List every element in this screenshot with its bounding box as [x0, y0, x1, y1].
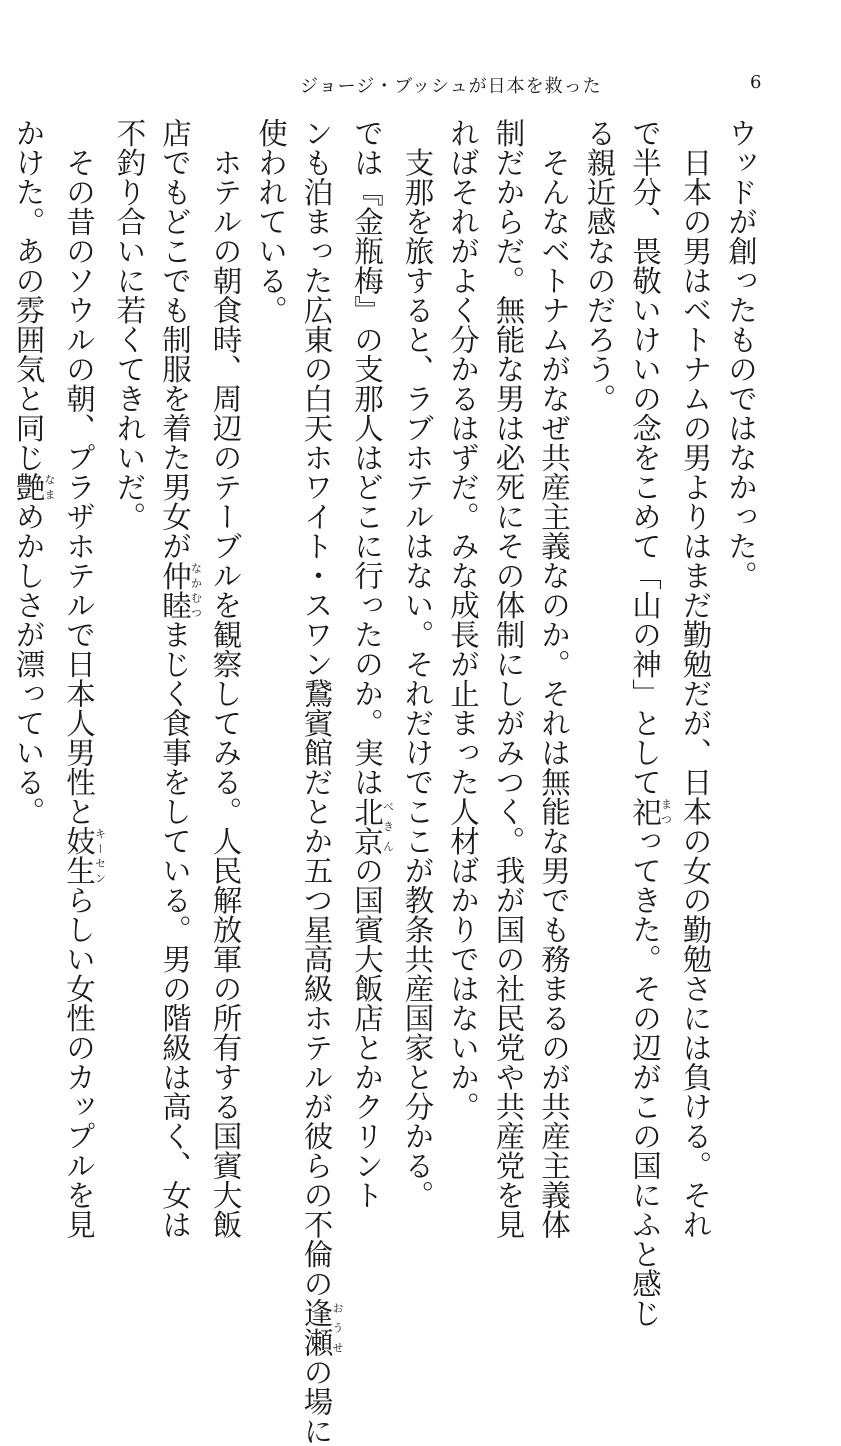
text-line: ウッドが創ったものではなかった。 [724, 118, 758, 590]
furigana: 祀まつ [628, 796, 673, 826]
text-line: ンも泊まった広東の白天ホワイト・スワン鵞賓館だとか五つ星高級ホテルが彼らの不倫の逢瀬おうせの場に [299, 118, 344, 1446]
text-line: 支那を旅すると、ラブホテルはない。それだけでここが教条共産国家と分かる。 [400, 118, 435, 1210]
page-number: 6 [750, 72, 762, 93]
text-line: る親近感なのだろう。 [582, 118, 617, 413]
text-line: で半分、畏敬いけいの念をこめて「山の神」として祀まつってきた。その辺がこの国にふと感じ [628, 118, 673, 1328]
text-line: 日本の男はベトナムの男よりはまだ勤勉だが、日本の女の勤勉さには負ける。それ [678, 118, 713, 1239]
text-line: ホテルの朝食時、周辺のテーブルを観察してみる。人民解放軍の所有する国賓大飯 [208, 118, 243, 1239]
furigana: 北京べきん [350, 796, 395, 856]
text-line: 制だからだ。無能な男は必死にその体制にしがみつく。我が国の社民党や共産党を見 [491, 118, 526, 1239]
text-line: 使われている。 [254, 118, 288, 325]
body-text [5, 118, 763, 1446]
text-line: そんなベトナムがなぜ共産主義なのか。それは無能な男でも務まるのが共産主義体 [537, 118, 571, 1239]
text-line: 店でもどこでも制服を着た男女が仲睦なかむつまじく食事をしている。男の階級は高く、女は [158, 118, 203, 1239]
furigana: 妓生キーセン [62, 826, 107, 885]
text-line: では『金瓶梅』の支那人はどこに行ったのか。実は北京べきんの国賓大飯店とかクリント [350, 118, 395, 1210]
text-line: かけた。あの雰囲気と同じ艶なまめかしさが漂っている。 [11, 118, 56, 826]
text-line: その昔のソウルの朝、プラザホテルで日本人男性と妓生キーセンらしい女性のカップルを見 [62, 118, 107, 1239]
furigana: 艶なま [11, 472, 56, 502]
text-line: 不釣り合いに若くてきれいだ。 [112, 118, 147, 531]
running-title: ジョージ・ブッシュが日本を救った [300, 76, 602, 97]
furigana: 仲睦なかむつ [158, 560, 203, 620]
furigana: 逢瀬おうせ [299, 1298, 344, 1357]
text-line: ればそれがよく分かるはずだ。みな成長が止まった人材ばかりではないか。 [446, 118, 480, 1121]
